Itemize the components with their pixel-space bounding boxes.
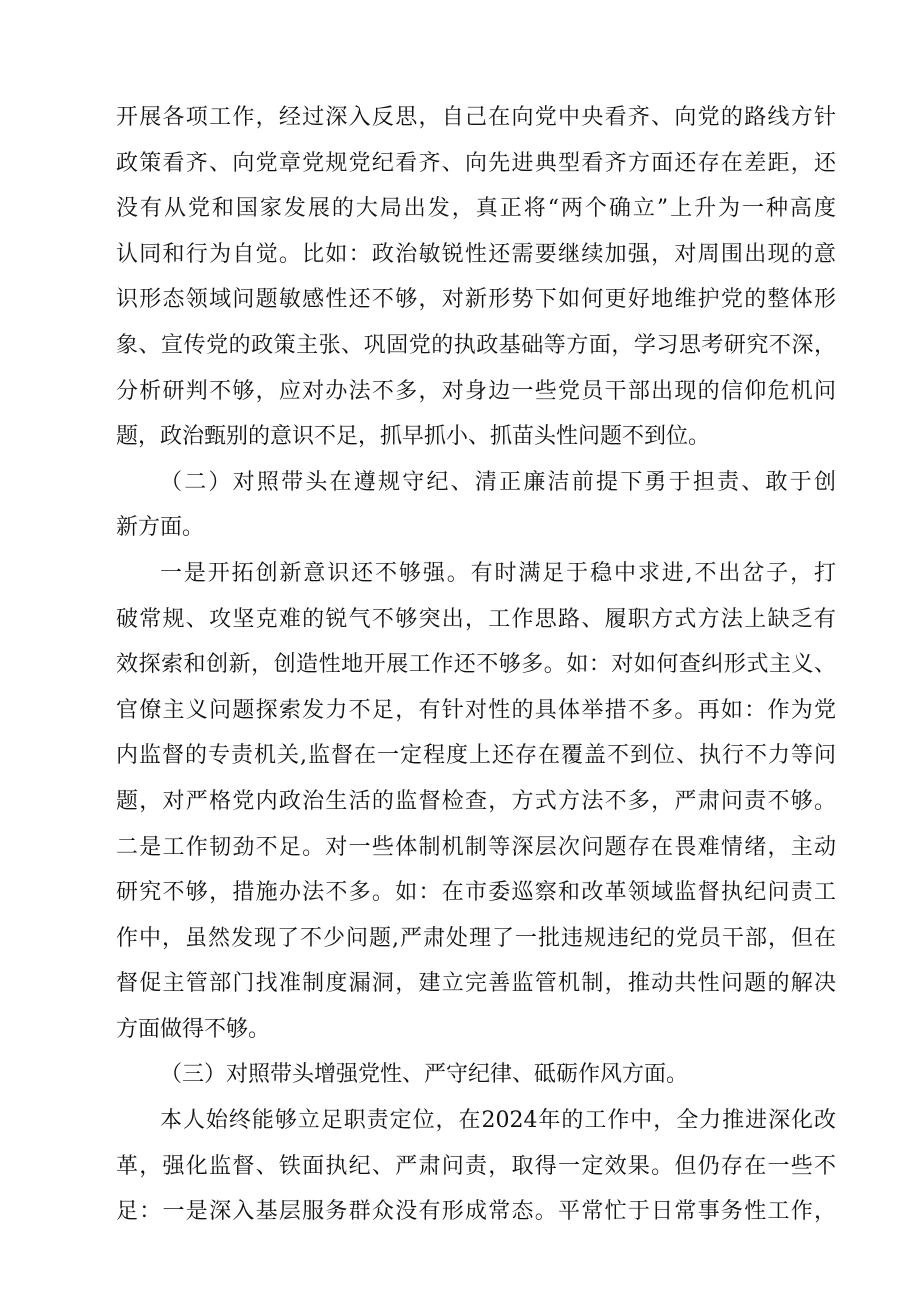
text-line: 政策看齐、向党章党规党纪看齐、向先进典型看齐方面还存在差距，还: [116, 150, 836, 176]
text-line: 方面做得不够。: [116, 1016, 271, 1042]
text-line: 没有从党和国家发展的大局出发，真正将“两个确立”上升为一种高度: [116, 196, 836, 222]
section-heading-3: （三）对照带头增强党性、严守纪律、砥砺作风方面。: [160, 1062, 689, 1088]
text-line: 足：一是深入基层服务群众没有形成常态。平常忙于日常事务性工作，: [116, 1199, 836, 1225]
text-line: 研究不够，措施办法不多。如：在市委巡察和改革领域监督执纪问责工: [116, 880, 836, 906]
text-line: 作中，虽然发现了不少问题,严肃处理了一批违规违纪的党员干部，但在: [116, 925, 836, 951]
text-line: 官僚主义问题探索发力不足，有针对性的具体举措不多。再如：作为党: [116, 697, 836, 723]
text-line: 内监督的专责机关,监督在一定程度上还存在覆盖不到位、执行不力等问: [116, 743, 836, 769]
text-line: 一是开拓创新意识还不够强。有时满足于稳中求进,不出岔子，打: [160, 560, 836, 586]
document-page: [116, 95, 836, 1235]
section-heading-2: （二）对照带头在遵规守纪、清正廉洁前提下勇于担责、敢于创: [160, 469, 836, 495]
text-line: 效探索和创新，创造性地开展工作还不够多。如：对如何查纠形式主义、: [116, 652, 836, 678]
text-line: 开展各项工作，经过深入反思，自己在向党中央看齐、向党的路线方针: [116, 105, 836, 130]
text-line: 象、宣传党的政策主张、巩固党的执政基础等方面，学习思考研究不深，: [116, 332, 836, 358]
text-line: 分析研判不够，应对办法不多，对身边一些党员干部出现的信仰危机问: [116, 378, 836, 404]
text-line: 识形态领域问题敏感性还不够，对新形势下如何更好地维护党的整体形: [116, 287, 836, 313]
text-line: 革，强化监督、铁面执纪、严肃问责，取得一定效果。但仍存在一些不: [116, 1153, 836, 1179]
text-line: 督促主管部门找准制度漏洞，建立完善监管机制，推动共性问题的解决: [116, 971, 836, 997]
text-line: 题，对严格党内政治生活的监督检查，方式方法不多，严肃问责不够。: [116, 788, 836, 814]
text-line: 二是工作韧劲不足。对一些体制机制等深层次问题存在畏难情绪，主动: [116, 834, 836, 860]
text-line: 认同和行为自觉。比如：政治敏锐性还需要继续加强，对周围出现的意: [116, 241, 836, 267]
text-line: 本人始终能够立足职责定位，在2024年的工作中，全力推进深化改: [160, 1108, 836, 1134]
section-heading-2-cont: 新方面。: [116, 515, 205, 541]
text-line: 题，政治甄别的意识不足，抓早抓小、抓苗头性问题不到位。: [116, 424, 711, 450]
text-line: 破常规、攻坚克难的锐气不够突出，工作思路、履职方式方法上缺乏有: [116, 606, 836, 632]
